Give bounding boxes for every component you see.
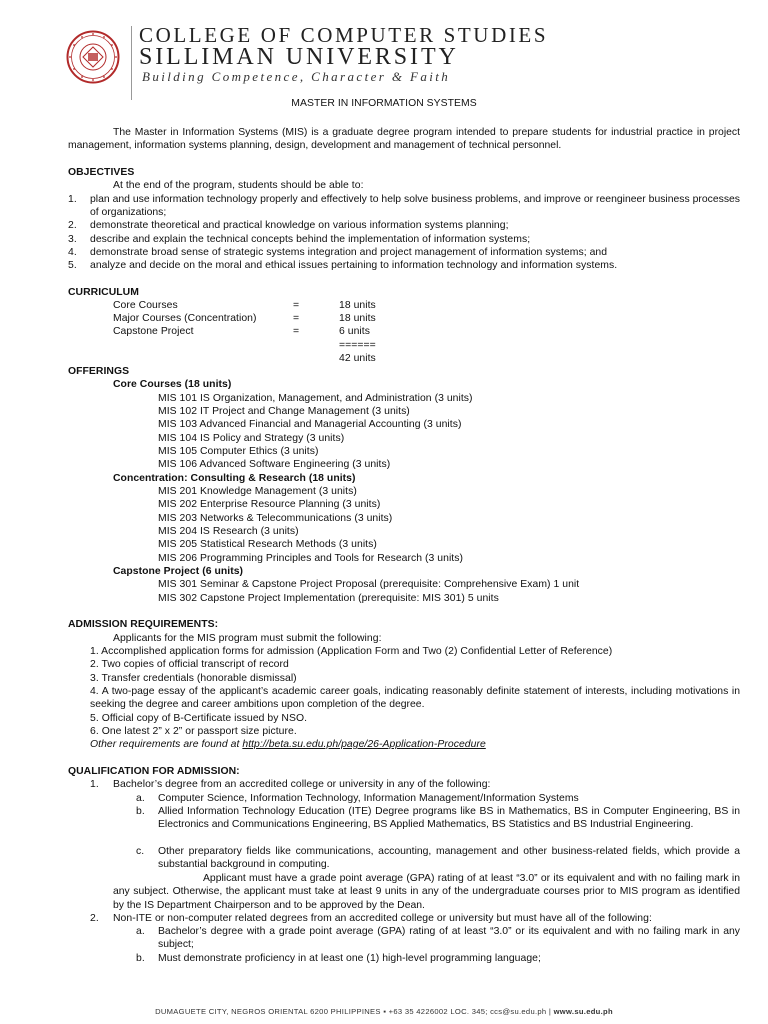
curriculum-label: Major Courses (Concentration) [113,313,257,324]
qualification-sub: Allied Information Technology Education (ITE) Degree programs like BS in Mathematics, BS in Computer Engineering, BS in Electronics and Communications Engineering, BS Applied Mathematics, BS Statistics and BS Industrial Engineering. [158,806,740,831]
course-item: MIS 104 IS Policy and Strategy (3 units) [158,433,345,444]
objective-item: analyze and decide on the moral and ethical issues pertaining to information technology and information systems. [90,260,618,271]
objective-num: 2. [68,220,77,231]
intro-paragraph: The Master in Information Systems (MIS) is a graduate degree program intended to prepare students for industrial practice in project management, information systems planning, design, development and management of technical personnel. [68,127,740,152]
qualification-item: Bachelor’s degree from an accredited college or university in any of the following: [113,779,491,790]
objectives-lead: At the end of the program, students should be able to: [113,180,364,191]
course-item: MIS 302 Capstone Project Implementation (prerequisite: MIS 301) 5 units [158,593,499,604]
objective-num: 4. [68,247,77,258]
curriculum-label: Core Courses [113,300,178,311]
admission-item: 5. Official copy of B-Certificate issued by NSO. [90,713,308,724]
footer-address: DUMAGUETE CITY, NEGROS ORIENTAL 6200 PHILIPPINES [155,1007,381,1016]
course-item: MIS 202 Enterprise Resource Planning (3 units) [158,499,381,510]
qualification-sub-letter: a. [136,926,145,937]
curriculum-eq: = [293,300,300,311]
qualification-sub-letter: b. [136,953,145,964]
qualification-sub-letter: b. [136,806,145,817]
gpa-note: Applicant must have a grade point average (GPA) rating of at least “3.0” or its equivalent and with no failing mark in any subject. Otherwise, the applicant must take at least 9 units in any of the undergraduate courses prior to MIS program as identified by the IS Department Chairperson and to be approved by the Dean. [113,873,740,911]
university-name: SILLIMAN UNIVERSITY [139,44,459,70]
course-item: MIS 102 IT Project and Change Management (3 units) [158,406,410,417]
admission-heading: ADMISSION REQUIREMENTS: [68,619,219,630]
admission-lead: Applicants for the MIS program must submit the following: [113,633,382,644]
objective-item: demonstrate theoretical and practical knowledge on various information systems planning; [90,220,509,231]
tagline: Building Competence, Character & Faith [142,69,451,84]
other-requirements [90,738,486,751]
objective-item: plan and use information technology properly and effectively to help solve business problems, and improve or reengineer business processes of organizations; [90,194,740,219]
qualification-heading: QUALIFICATION FOR ADMISSION: [68,766,240,777]
footer-contact: +63 35 4226002 LOC. 345; ccs@su.edu.ph [388,1007,547,1016]
footer-bar: | [548,1007,552,1016]
curriculum-units: 18 units [339,300,376,311]
footer-separator: ▪ [383,1007,387,1016]
qualification-sub: Other preparatory fields like communications, accounting, management and other business-related fields, which provide a substantial background in computing. [158,846,740,871]
course-item: MIS 203 Networks & Telecommunications (3 units) [158,513,393,524]
objective-num: 1. [68,194,77,205]
offering-group-title: Concentration: Consulting & Research (18 units) [113,473,356,484]
admission-item: 3. Transfer credentials (honorable dismissal) [90,673,297,684]
course-item: MIS 103 Advanced Financial and Managerial Accounting (3 units) [158,419,462,430]
admission-item: 4. A two-page essay of the applicant’s academic career goals, indicating reasonably definite statement of interests, including motivations in seeking the degree and career ambitions upon completion of the degree. [90,686,740,711]
qualification-sub-letter: c. [136,846,145,857]
course-item: MIS 205 Statistical Research Methods (3 units) [158,539,377,550]
other-requirements-text: Other requirements are found at [90,739,243,750]
curriculum-heading: CURRICULUM [68,287,139,298]
course-item: MIS 101 IS Organization, Management, and Administration (3 units) [158,393,473,404]
course-item: MIS 201 Knowledge Management (3 units) [158,486,357,497]
admission-item: 1. Accomplished application forms for admission (Application Form and Two (2) Confidential Letter of Reference) [90,646,613,657]
college-name: COLLEGE OF COMPUTER STUDIES [139,23,549,47]
qualification-num: 1. [90,779,99,790]
admission-item: 6. One latest 2” x 2” or passport size picture. [90,726,297,737]
curriculum-units: 6 units [339,326,370,337]
course-item: MIS 301 Seminar & Capstone Project Proposal (prerequisite: Comprehensive Exam) 1 unit [158,579,580,590]
objective-item: demonstrate broad sense of strategic systems integration and project management of information systems; and [90,247,608,258]
objective-num: 5. [68,260,77,271]
curriculum-units: 18 units [339,313,376,324]
offering-group-title: Capstone Project (6 units) [113,566,244,577]
curriculum-divider: ====== [339,340,376,351]
qualification-item: Non-ITE or non-computer related degrees from an accredited college or university but must have all of the following: [113,913,652,924]
course-item: MIS 204 IS Research (3 units) [158,526,299,537]
offering-group-title: Core Courses (18 units) [113,379,232,390]
qualification-sub-letter: a. [136,793,145,804]
objectives-heading: OBJECTIVES [68,167,135,178]
objective-num: 3. [68,234,77,245]
course-item: MIS 105 Computer Ethics (3 units) [158,446,319,457]
silliman-seal-logo [66,30,120,84]
objective-item: describe and explain the technical concepts behind the implementation of information systems; [90,234,531,245]
page-footer [0,1007,768,1016]
admission-item: 2. Two copies of official transcript of record [90,659,289,670]
qualification-sub: Must demonstrate proficiency in at least one (1) high-level programming language; [158,953,541,964]
course-item: MIS 106 Advanced Software Engineering (3 units) [158,459,391,470]
course-item: MIS 206 Programming Principles and Tools for Research (3 units) [158,553,463,564]
application-procedure-link[interactable]: http://beta.su.edu.ph/page/26-Application-Procedure [242,739,486,750]
qualification-sub: Bachelor’s degree with a grade point average (GPA) rating of at least “3.0” or its equivalent and with no failing mark in any subject; [158,926,740,951]
curriculum-total: 42 units [339,353,376,364]
qualification-num: 2. [90,913,99,924]
offerings-heading: OFFERINGS [68,366,130,377]
curriculum-eq: = [293,326,300,337]
header-divider [131,26,132,100]
curriculum-eq: = [293,313,300,324]
qualification-sub: Computer Science, Information Technology, Information Management/Information Systems [158,793,579,804]
footer-website[interactable]: www.su.edu.ph [553,1007,613,1016]
document-title: MASTER IN INFORMATION SYSTEMS [291,98,477,109]
curriculum-label: Capstone Project [113,326,194,337]
